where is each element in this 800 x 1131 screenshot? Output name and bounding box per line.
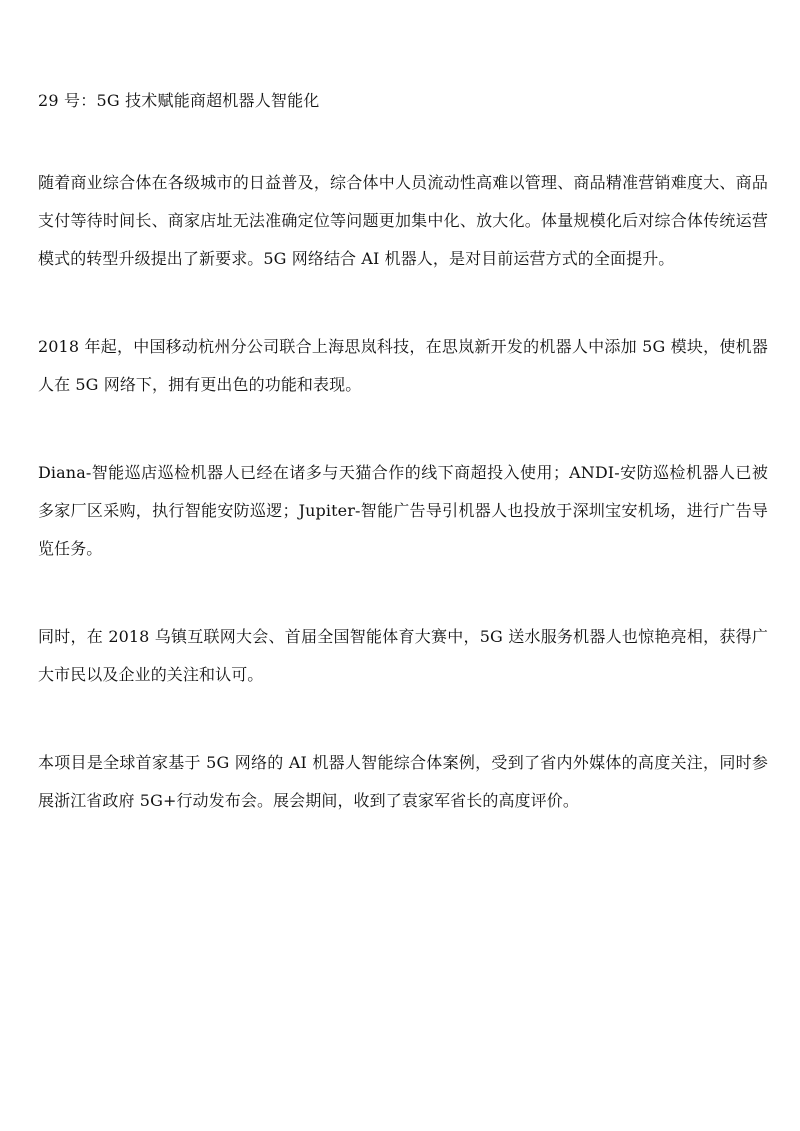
- document-body: [38, 86, 768, 870]
- paragraph-events: 同时，在 2018 乌镇互联网大会、首届全国智能体育大赛中，5G 送水服务机器人也惊艳亮相，获得广大市民以及企业的关注和认可。: [38, 627, 768, 684]
- document-title: 29 号：5G 技术赋能商超机器人智能化: [38, 91, 320, 110]
- paragraph-intro: 随着商业综合体在各级城市的日益普及，综合体中人员流动性高难以管理、商品精准营销难度大、商品支付等待时间长、商家店址无法准确定位等问题更加集中化、放大化。体量规模化后对综合体传统运营模式的转型升级提出了新要求。5G 网络结合 AI 机器人，是对目前运营方式的全面提升。: [38, 173, 768, 268]
- paragraph-robot-deployments: Diana-智能巡店巡检机器人已经在诸多与天猫合作的线下商超投入使用；ANDI-安防巡检机器人已被多家厂区采购，执行智能安防巡逻；Jupiter-智能广告导引机器人也投放于深圳宝安机场，进行广告导览任务。: [38, 463, 768, 558]
- paragraph-2018-partnership: 2018 年起，中国移动杭州分公司联合上海思岚科技，在思岚新开发的机器人中添加 5G 模块，使机器人在 5G 网络下，拥有更出色的功能和表现。: [38, 337, 768, 394]
- paragraph-project-recognition: 本项目是全球首家基于 5G 网络的 AI 机器人智能综合体案例，受到了省内外媒体的高度关注，同时参展浙江省政府 5G+行动发布会。展会期间，收到了袁家军省长的高度评价。: [38, 753, 768, 810]
